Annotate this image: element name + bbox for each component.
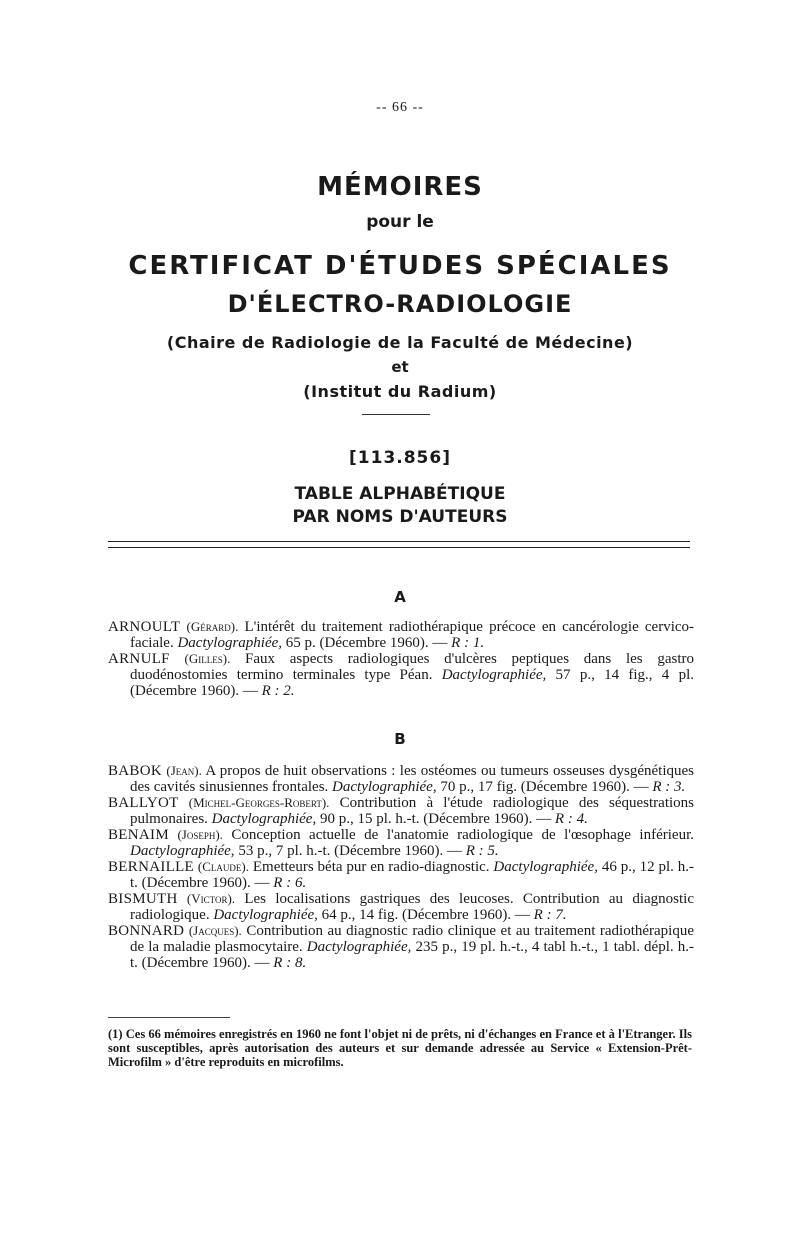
entry-ref: R : 8. [273,955,307,971]
entry-given-name: (Michel-Georges-Robert). [188,795,330,810]
entry-given-name: (Jacques). [188,923,242,938]
entry-journal: Dactylographiée, [493,859,598,875]
short-divider [362,414,430,415]
conjunction-et: et [391,358,409,376]
footnote: (1) Ces 66 mémoires enregistrés en 1960 ne font l'objet ni de prêts, ni d'échanges en France et à l'Etranger. Ils sont susceptibles, après autorisation des auteurs et sur demande adressée au Service « Extension-Prêt-Microfilm » d'être reproduits en microfilms. [108,1027,692,1069]
entry-title: Conception actuelle de l'anatomie radiologique de l'œsophage inférieur. [222,827,694,843]
bibliography-entry [108,923,694,971]
section-letter-a: A [394,588,406,606]
entry-journal: Dactylographiée, [306,939,412,955]
entry-ref: R : 4. [554,811,588,827]
subtitle-pour: pour le [366,212,434,232]
entry-details: 65 p. (Décembre 1960). — [282,635,452,651]
entry-details: 53 p., 7 pl. h.-t. (Décembre 1960). — [234,843,466,859]
chaire-line: (Chaire de Radiologie de la Faculté de Médecine) [166,333,634,352]
entry-journal: Dactylographiée, [332,779,437,795]
footnote-divider [108,1017,230,1018]
entry-details: 90 p., 15 pl. h.-t. (Décembre 1960). — [316,811,555,827]
bibliography-entry [108,619,694,651]
entry-given-name: (Joseph). [177,827,223,842]
table-title-line2: PAR NOMS D'AUTEURS [292,507,508,527]
entry-author: BERNAILLE [108,859,195,875]
entry-given-name: (Gilles). [184,651,231,666]
title-certificat: CERTIFICAT D'ÉTUDES SPÉCIALES [128,251,672,281]
page-number: -- 66 -- [376,100,424,115]
entry-title: L'intérêt du traitement radiothérapique précoce en cancérologie cervico-faciale. [130,619,695,651]
entry-details: 57 p., 14 fig., 4 pl. (Décembre 1960). — [130,667,694,699]
entry-author: BENAIM [108,827,169,843]
entry-given-name: (Jean). [166,763,202,778]
entry-journal: Dactylographiée, [130,843,235,859]
entry-ref: R : 2. [261,683,295,699]
entry-journal: Dactylographiée, [441,667,547,683]
entry-journal: Dactylographiée, [177,635,283,651]
entry-given-name: (Gérard). [186,619,239,634]
section-b-entries [108,763,694,971]
title-discipline: D'ÉLECTRO-RADIOLOGIE [227,290,573,318]
bibliography-entry [108,891,694,923]
bibliography-entry [108,651,694,699]
entry-title: Emetteurs béta pur en radio-diagnostic. [248,859,494,875]
title-memoires: MÉMOIRES [317,172,483,202]
institut-line: (Institut du Radium) [303,382,497,401]
entry-given-name: (Victor). [186,891,236,906]
section-letter-b: B [394,730,406,748]
table-title-line1: TABLE ALPHABÉTIQUE [294,484,506,504]
entry-ref: R : 5. [465,843,499,859]
entry-journal: Dactylographiée, [211,811,317,827]
entry-ref: R : 6. [273,875,307,891]
section-a-entries [108,619,694,699]
entry-details: 235 p., 19 pl. h.-t., 4 tabl h.-t., 1 tabl. dépl. h.-t. (Décembre 1960). — [130,939,694,971]
entry-title: A propos de huit observations : les ostéomes ou tumeurs osseuses dysgénétiques des cavités sinusiennes frontales. [130,763,695,795]
entry-author: BABOK [108,763,163,779]
entry-title: Faux aspects radiologiques d'ulcères peptiques dans les gastro duodénostomies termino terminales type Péan. [130,651,694,683]
entry-ref: R : 7. [533,907,567,923]
bibliography-entry [108,859,694,891]
bibliography-entry [108,795,694,827]
entry-journal: Dactylographiée, [213,907,318,923]
entry-given-name: (Claude). [197,859,249,874]
entry-author: BALLYOT [108,795,179,811]
entry-title: Contribution à l'étude radiologique des séquestrations pulmonaires. [130,795,694,827]
catalog-code: [113.856] [349,448,451,468]
entry-author: BISMUTH [108,891,178,907]
bibliography-entry [108,827,694,859]
entry-title: Les localisations gastriques des leucoses. Contribution au diagnostic radiologique. [130,891,694,923]
entry-details: 46 p., 12 pl. h.-t. (Décembre 1960). — [130,859,694,891]
entry-author: ARNULF [108,651,170,667]
entry-author: ARNOULT [108,619,181,635]
entry-ref: R : 1. [451,635,485,651]
entry-title: Contribution au diagnostic radio clinique et au traitement radiothérapique de la maladie plasmocytaire. [130,923,694,955]
entry-details: 64 p., 14 fig. (Décembre 1960). — [317,907,534,923]
bibliography-entry [108,763,694,795]
entry-details: 70 p., 17 fig. (Décembre 1960). — [436,779,653,795]
entry-ref: R : 3. [652,779,686,795]
entry-author: BONNARD [108,923,185,939]
double-divider [108,541,690,548]
